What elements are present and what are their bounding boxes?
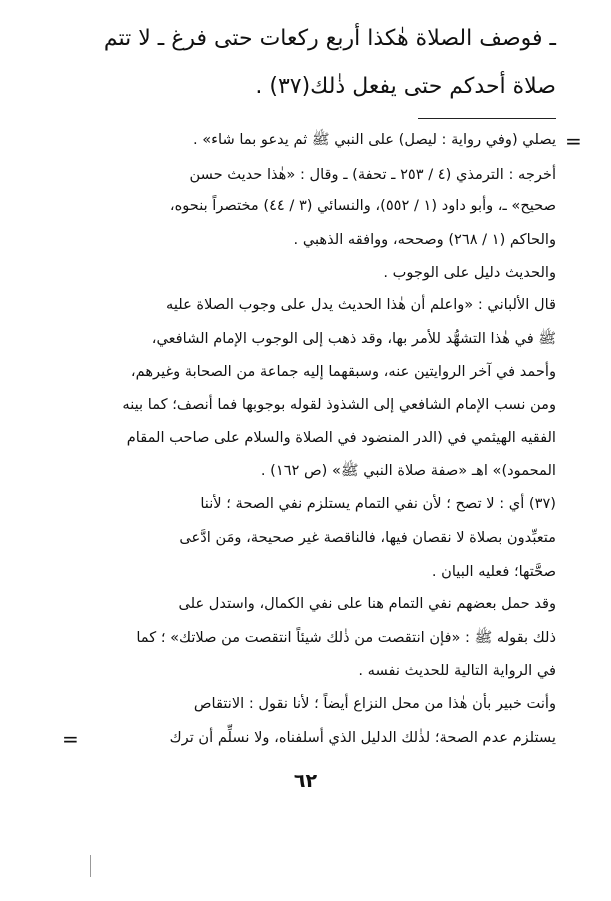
footnote-line-5: والحديث دليل على الوجوب . [383, 264, 556, 281]
footnote-line-16: ذلك بقوله ﷺ : «فإن انتقصت من ذٰلك شيئاً انتقصت من صلاتك» ؛ كما [136, 629, 556, 646]
margin-mark [90, 855, 91, 877]
footnote-separator [418, 118, 556, 119]
footnote-line-17: في الرواية التالية للحديث نفسه . [358, 662, 556, 679]
footnote-line-3: صحيح» ـ، وأبو داود (١ / ٥٥٢)، والنسائي (٣ / ٤٤) مختصراً بنحوه، [169, 197, 556, 214]
main-text-line-2: صلاة أحدكم حتى يفعل ذٰلك(٣٧) . [255, 74, 556, 99]
footnote-line-15: وقد حمل بعضهم نفي التمام هنا على نفي الكمال، واستدل على [178, 595, 556, 612]
footnote-line-9: ومن نسب الإمام الشافعي إلى الشذوذ لقوله بوجوبها فما أنصف؛ كما بينه [122, 396, 556, 413]
continuation-mark-top: = [565, 129, 582, 153]
footnote-line-7: ﷺ في هٰذا التشهُّد للأمر بها، وقد ذهب إلى الوجوب الإمام الشافعي، [151, 330, 556, 347]
footnote-line-12: (٣٧) أي : لا تصح ؛ لأن نفي التمام يستلزم نفي الصحة ؛ لأننا [200, 495, 556, 512]
footnote-line-14: صحَّتها؛ فعليه البيان . [431, 563, 556, 580]
footnote-line-11: المحمود)» اهـ «صفة صلاة النبي ﷺ» (ص ١٦٢) . [260, 462, 556, 479]
footnote-line-13: متعبِّدون بصلاة لا نقصان فيها، فالناقصة غير صحيحة، ومَن ادَّعى [179, 529, 556, 546]
footnote-line-19: يستلزم عدم الصحة؛ لذٰلك الدليل الذي أسلفناه، ولا نسلِّم أن ترك [169, 729, 556, 746]
footnote-line-8: وأحمد في آخر الروايتين عنه، وسبقهما إليه جماعة من الصحابة وغيرهم، [130, 363, 556, 380]
footnote-line-4: والحاكم (١ / ٢٦٨) وصححه، ووافقه الذهبي . [293, 231, 556, 248]
footnote-line-1: يصلي (وفي رواية : ليصل) على النبي ﷺ ثم يدعو بما شاء» . [192, 131, 556, 148]
footnote-line-6: قال الألباني : «واعلم أن هٰذا الحديث يدل على وجوب الصلاة عليه [166, 296, 556, 313]
main-text-line-1: ـ فوصف الصلاة هٰكذا أربع ركعات حتى فرغ ـ لا تتم [103, 26, 556, 51]
page-number: ٦٢ [293, 770, 318, 792]
continuation-mark-bottom: = [62, 727, 79, 751]
footnote-line-2: أخرجه : الترمذي (٤ / ٢٥٣ ـ تحفة) ـ وقال : «هٰذا حديث حسن [189, 166, 556, 183]
footnote-line-10: الفقيه الهيثمي في (الدر المنضود في الصلاة والسلام على صاحب المقام [126, 429, 556, 446]
footnote-line-18: وأنت خبير بأن هٰذا من محل النزاع أيضاً ؛ لأنا نقول : الانتقاص [193, 695, 556, 712]
